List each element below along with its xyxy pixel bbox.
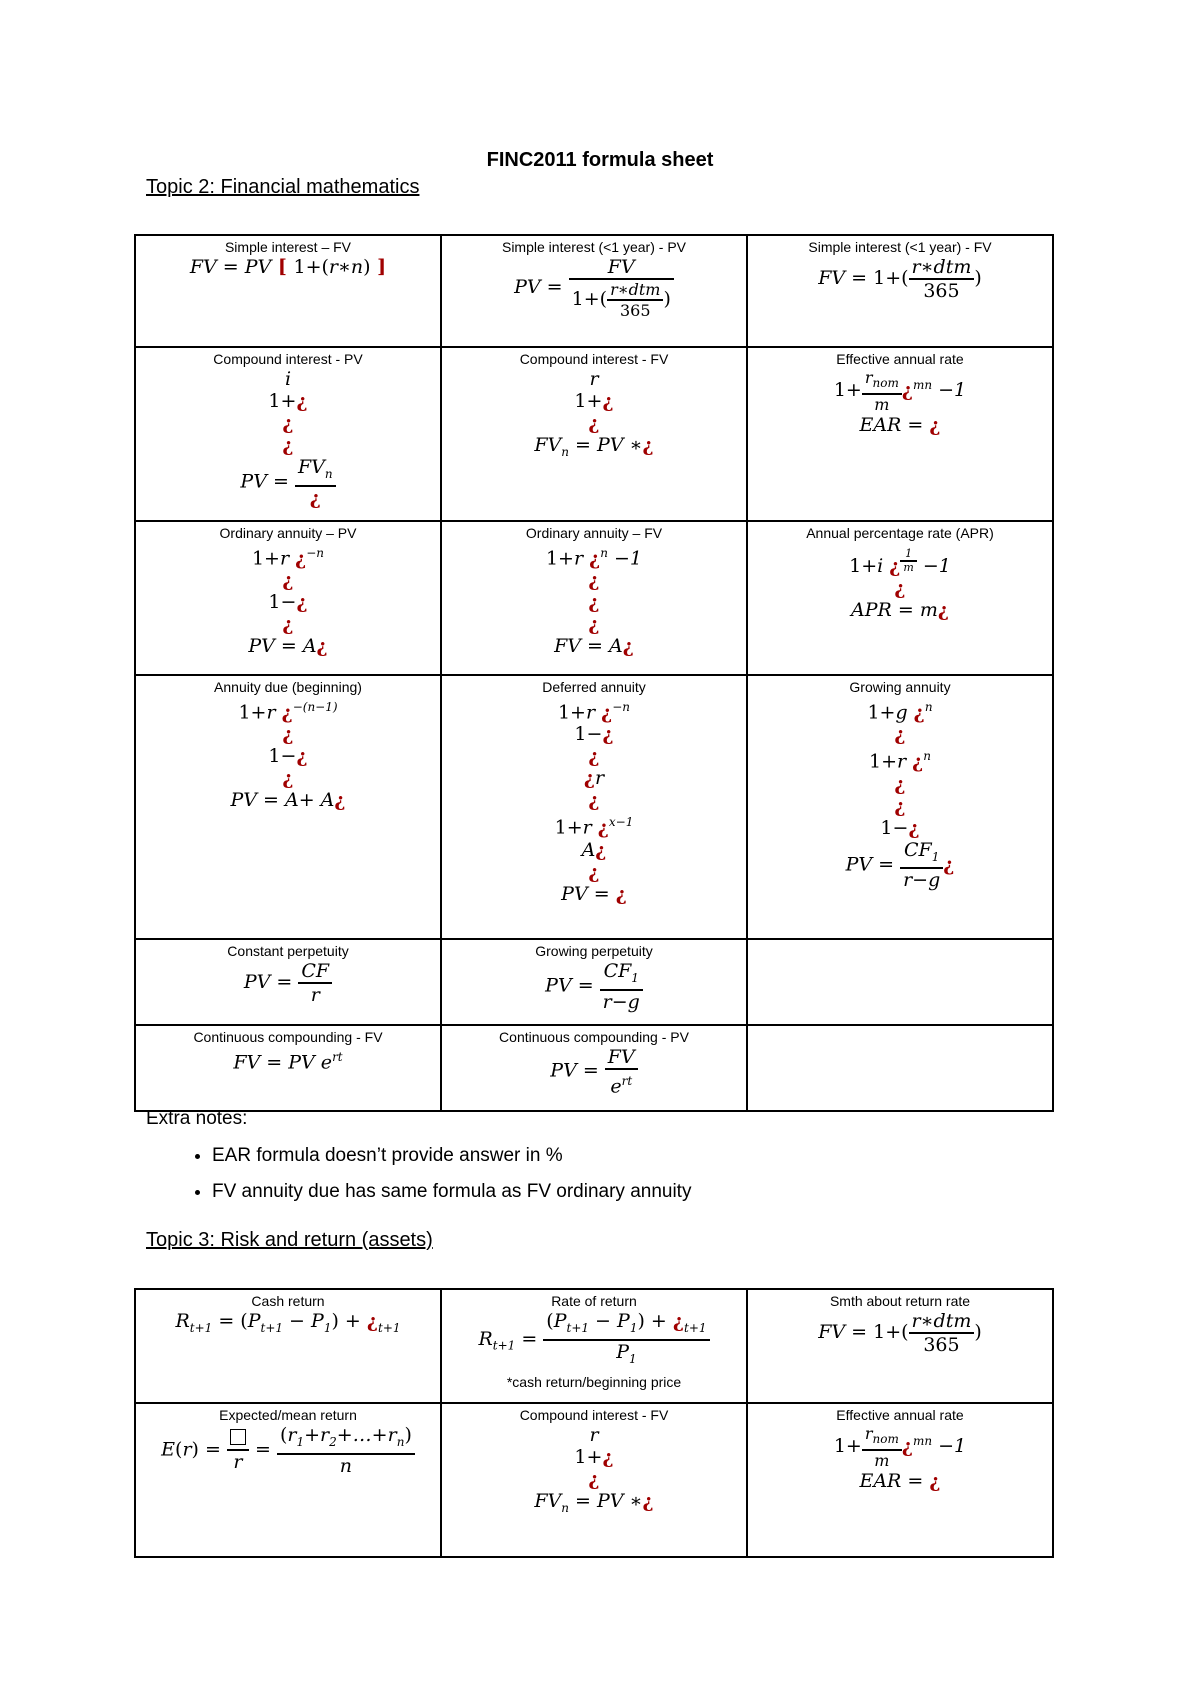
empty-cell [747,939,1053,1025]
formula-cell: Constant perpetuity PV = $\frac{CF}{r}$ [135,939,441,1025]
formula: FV = 1+( $\frac{\text{r∗dtm}}{365}$ ) [818,256,982,302]
formula: FV = PV [ 1+(r∗n) ] [189,256,387,278]
empty-cell [747,1025,1053,1111]
formula-cell: Continuous compounding - PV PV = $\frac{FV}{e^{rt}}$ [441,1025,747,1111]
formula-cell: Compound interest - FV r 1+¿ ¿ $FV_n$ = PV ∗¿ [441,347,747,521]
page-title: FINC2011 formula sheet [486,149,714,171]
formula-cell: Deferred annuity 1+r ¿$^{-n}$ 1−¿ ¿ ¿r ¿ 1+r ¿$^{x-1}$ A¿ ¿ PV = ¿ [441,675,747,939]
topic2-formula-table [134,234,1054,1112]
formula-cell: Growing perpetuity PV = $\frac{CF_1}{r-g}$ [441,939,747,1025]
extra-notes-list [184,1138,691,1210]
formula-cell: Continuous compounding - FV FV = PV $e^{rt}$ [135,1025,441,1111]
formula-cell: Effective annual rate 1+ $\frac{r_{nom}}{m}$ ¿$^{mn}$ −1 EAR = ¿ [747,347,1053,521]
formula-cell: Ordinary annuity – FV 1+r ¿$^n$ −1 ¿ ¿ ¿ FV = A¿ [441,521,747,675]
formula-cell: Effective annual rate 1+ $\frac{r_{nom}}{m}$ ¿$^{mn}$ −1 EAR = ¿ [747,1403,1053,1557]
formula-cell: Expected/mean return E(r) = r = $\frac{(r_1+r_2+\dots+r_n)}{n}$ [135,1403,441,1557]
list-item: • FV annuity due has same formula as FV ordinary annuity [212,1174,691,1210]
formula-cell: Growing annuity 1+g ¿$^n$ ¿ 1+r ¿$^n$ ¿ ¿ 1−¿ PV = $\frac{CF_1}{r-g}$ ¿ [747,675,1053,939]
formula-cell: Simple interest – FV FV = PV [ 1+(r∗n) ] [135,235,441,347]
topic3-heading: Topic 3: Risk and return (assets) [146,1229,433,1251]
formula-cell: Rate of return $R_{t+1}$ = $\frac{(P_{t+1} - P_1) + ¿_{t+1}}{P_1}$ *cash return/beginning price [441,1289,747,1403]
formula-cell: Compound interest - FV r 1+¿ ¿ $FV_n$ = PV ∗¿ [441,1403,747,1557]
formula-cell: Simple interest (<1 year) - FV FV = 1+( $\frac{\text{r∗dtm}}{365}$ ) [747,235,1053,347]
topic2-heading: Topic 2: Financial mathematics [146,176,420,198]
formula-cell: Smth about return rate FV = 1+( $\frac{\text{r∗dtm}}{365}$ ) [747,1289,1053,1403]
formula-cell: Annuity due (beginning) 1+r ¿$^{-(n-1)}$ ¿ 1−¿ ¿ PV = A+ A¿ [135,675,441,939]
extra-notes-title: Extra notes: [146,1108,248,1129]
formula-cell: Ordinary annuity – PV 1+r ¿$^{-n}$ ¿ 1−¿ ¿ PV = A¿ [135,521,441,675]
formula-cell: Annual percentage rate (APR) 1+i ¿ $^{\frac{1}{m}}$ −1 ¿ APR = m¿ [747,521,1053,675]
list-item: • EAR formula doesn’t provide answer in % [212,1138,691,1174]
topic3-formula-table [134,1288,1054,1558]
formula: PV = FV 1+( $\frac{\text{r∗dtm}}{365}$ ) [446,256,742,320]
formula-cell: Cash return $R_{t+1} = (P_{t+1} - P_1)$ + ¿$_{t+1}$ [135,1289,441,1403]
formula-cell: Compound interest - PV i 1+¿ ¿ ¿ PV = $\frac{FV_n}{¿}$ [135,347,441,521]
formula-cell: Simple interest (<1 year) - PV PV = FV 1+( $\frac{\text{r∗dtm}}{365}$ ) [441,235,747,347]
